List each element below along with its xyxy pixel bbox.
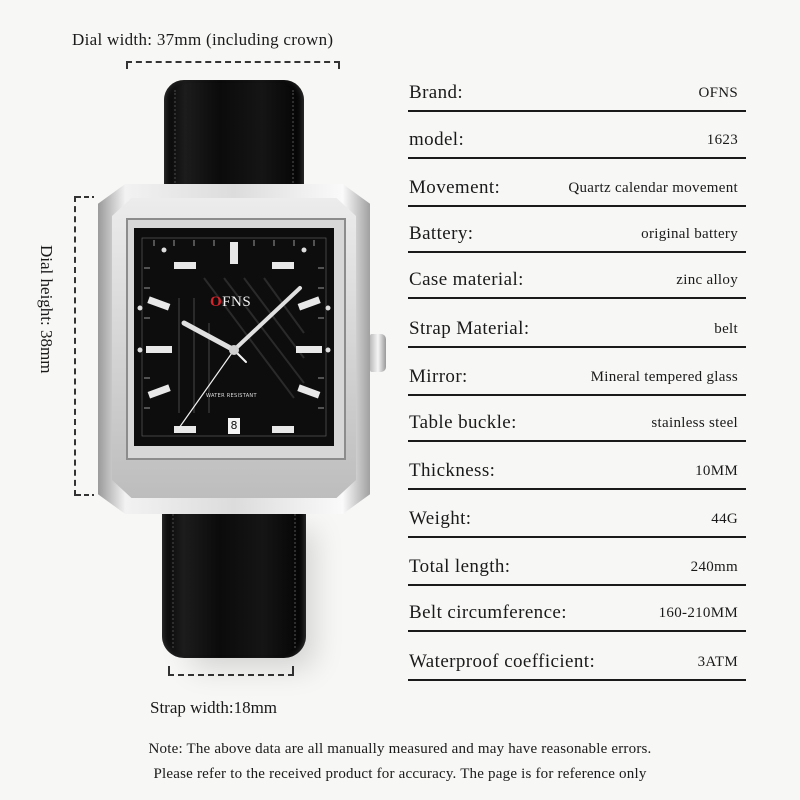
spec-value: original battery [641, 226, 738, 242]
spec-value: 160-210MM [658, 605, 738, 621]
spec-label: Case material: [409, 269, 524, 290]
spec-value: zinc alloy [676, 272, 738, 288]
spec-label: Battery: [409, 223, 474, 244]
watch-dial [134, 228, 334, 446]
spec-row-weight [408, 489, 746, 538]
spec-row-model [408, 110, 746, 159]
spec-value: 240mm [690, 559, 738, 575]
spec-row-mirror [408, 347, 746, 396]
spec-value: belt [714, 321, 738, 337]
spec-label: Strap Material: [409, 318, 530, 339]
strap-stitching [292, 90, 294, 190]
spec-row-movement [408, 158, 746, 207]
spec-label: Brand: [409, 82, 464, 103]
spec-row-belt-circumference [408, 583, 746, 632]
spec-value: 1623 [706, 132, 738, 148]
spec-label: Belt circumference: [409, 602, 567, 623]
spec-label: Table buckle: [409, 412, 517, 433]
spec-value: OFNS [698, 85, 738, 101]
spec-label: Thickness: [409, 460, 496, 481]
strap-top [164, 80, 304, 200]
dial-width-label: Dial width: 37mm (including crown) [72, 30, 334, 49]
spec-row-waterproof [408, 632, 746, 681]
strap-bottom [162, 500, 306, 658]
spec-label: Mirror: [409, 366, 468, 387]
spec-row-case-material [408, 250, 746, 299]
spec-label: Movement: [409, 177, 501, 198]
spec-value: 44G [711, 511, 738, 527]
watch-product-image [0, 0, 400, 690]
dial-markings-icon [134, 228, 334, 446]
dial-water-resistant-text: WATER RESISTANT [206, 393, 257, 399]
spec-row-thickness [408, 441, 746, 490]
disclaimer-note-line-2: Please refer to the received product for accuracy. The page is for reference only [153, 766, 647, 782]
spec-row-brand [408, 63, 746, 112]
watch-crown [370, 334, 386, 372]
dial-brand-logo: OFNS [210, 294, 252, 310]
spec-value: stainless steel [651, 415, 738, 431]
strap-stitching [172, 510, 174, 648]
strap-stitching [294, 510, 296, 648]
spec-label: Weight: [409, 508, 472, 529]
spec-value: 3ATM [697, 654, 738, 670]
spec-label: Total length: [409, 556, 511, 577]
spec-label: model: [409, 129, 465, 150]
strap-stitching [174, 90, 176, 190]
spec-value: Mineral tempered glass [590, 369, 738, 385]
spec-value: Quartz calendar movement [568, 180, 738, 196]
spec-row-table-buckle [408, 393, 746, 442]
strap-width-label: Strap width:18mm [150, 698, 278, 717]
date-window: 8 [228, 418, 240, 434]
spec-row-battery [408, 204, 746, 253]
spec-row-total-length [408, 537, 746, 586]
disclaimer-note-line-1: Note: The above data are all manually measured and may have reasonable errors. [148, 741, 652, 757]
dial-height-label: Dial height: 38mm [37, 245, 56, 374]
spec-label: Waterproof coefficient: [409, 651, 596, 672]
spec-value: 10MM [695, 463, 738, 479]
spec-row-strap-material [408, 299, 746, 348]
